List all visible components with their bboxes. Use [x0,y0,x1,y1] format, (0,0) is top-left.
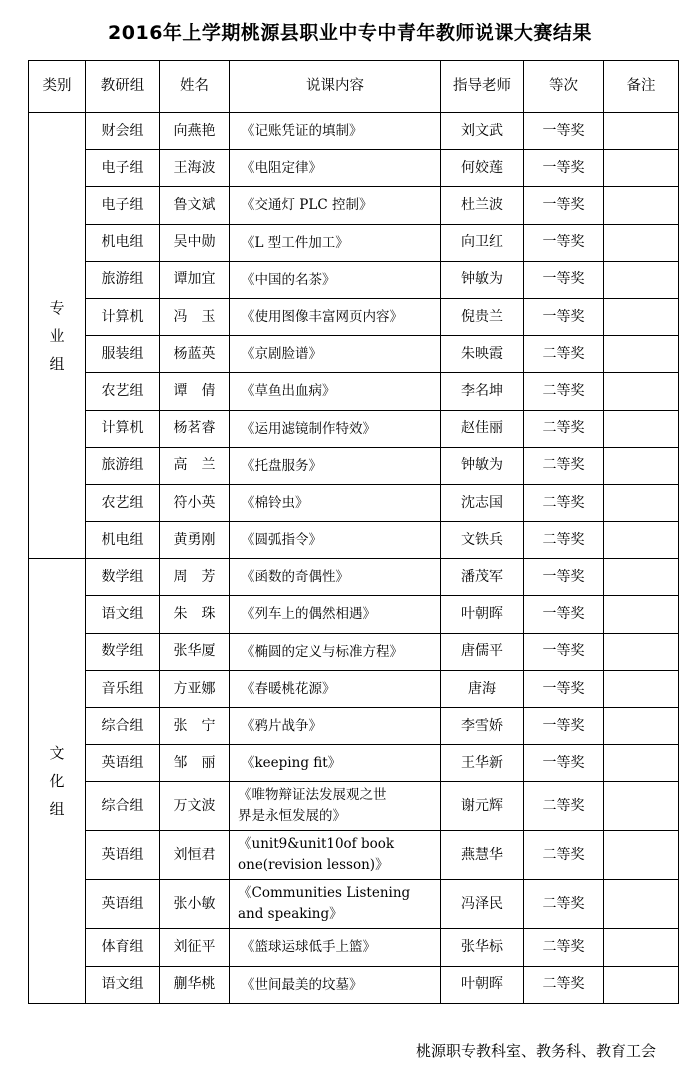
cell-note [604,559,679,596]
content-line: 《unit9&unit10of book [238,836,395,853]
cell-name: 鲁文斌 [160,187,230,224]
category-char: 专 [49,298,65,317]
content-line: 《Communities Listening [238,885,411,902]
cell-name: 张华厦 [160,633,230,670]
content-line: 《唯物辩证法发展观之世 [238,787,387,804]
cell-note [604,880,679,929]
cell-content [230,831,441,880]
table-row [29,224,679,261]
cell-name: 方亚娜 [160,670,230,707]
cell-name: 张 宁 [160,708,230,745]
cell-rank: 二等奖 [524,831,604,880]
cell-name: 刘征平 [160,929,230,966]
cell-group: 综合组 [86,782,160,831]
cell-group: 服装组 [86,336,160,373]
header-row [29,61,679,113]
cell-advisor: 李名坤 [441,373,524,410]
cell-name: 向燕艳 [160,113,230,150]
cell-name: 谭加宜 [160,261,230,298]
cell-advisor: 向卫红 [441,224,524,261]
table-row [29,782,679,831]
cell-note [604,447,679,484]
content-line: one(revision lesson)》 [238,857,389,874]
footer-signature: 桃源职专教科室、教务科、教育工会 [415,1042,656,1060]
cell-rank: 一等奖 [524,187,604,224]
cell-advisor: 朱映霞 [441,336,524,373]
table-row [29,522,679,559]
cell-advisor: 唐儒平 [441,633,524,670]
cell-name: 王海波 [160,150,230,187]
cell-rank: 二等奖 [524,966,604,1003]
cell-rank: 一等奖 [524,596,604,633]
cell-name: 高 兰 [160,447,230,484]
cell-advisor: 张华标 [441,929,524,966]
cell-content: 《春暖桃花源》 [230,670,441,707]
cell-name: 冯 玉 [160,298,230,335]
cell-group: 机电组 [86,224,160,261]
cell-note [604,831,679,880]
header-name: 姓名 [160,61,230,113]
table-row [29,559,679,596]
table-row [29,410,679,447]
content-line: 界是永恒发展的》 [238,808,346,825]
cell-content: 《列车上的偶然相遇》 [230,596,441,633]
cell-rank: 一等奖 [524,113,604,150]
cell-content: 《篮球运球低手上篮》 [230,929,441,966]
cell-note [604,929,679,966]
cell-rank: 一等奖 [524,559,604,596]
category-char: 文 [49,744,65,762]
cell-name: 张小敏 [160,880,230,929]
cell-rank: 一等奖 [524,298,604,335]
cell-content: 《使用图像丰富网页内容》 [230,298,441,335]
cell-rank: 一等奖 [524,633,604,670]
cell-group: 财会组 [86,113,160,150]
cell-group: 计算机 [86,410,160,447]
table-row [29,113,679,150]
category-char: 组 [49,800,65,818]
header-note: 备注 [604,61,679,113]
cell-name: 吴中勋 [160,224,230,261]
cell-note [604,670,679,707]
cell-content: 《函数的奇偶性》 [230,559,441,596]
category-char: 业 [49,326,65,345]
cell-note [604,224,679,261]
results-table [28,60,679,1004]
cell-note [604,336,679,373]
cell-group: 音乐组 [86,670,160,707]
cell-advisor: 谢元辉 [441,782,524,831]
cell-name: 杨茗睿 [160,410,230,447]
cell-group: 电子组 [86,187,160,224]
cell-name: 蒯华桃 [160,966,230,1003]
table-row [29,484,679,521]
cell-advisor: 钟敏为 [441,447,524,484]
cell-group: 英语组 [86,880,160,929]
cell-advisor: 刘文武 [441,113,524,150]
cell-content: 《keeping fit》 [230,745,441,782]
cell-group: 体育组 [86,929,160,966]
cell-rank: 一等奖 [524,745,604,782]
table-row [29,298,679,335]
cell-note [604,373,679,410]
cell-note [604,522,679,559]
cell-rank: 一等奖 [524,261,604,298]
cell-content: 《圆弧指令》 [230,522,441,559]
cell-note [604,596,679,633]
cell-rank: 二等奖 [524,929,604,966]
cell-advisor: 叶朝晖 [441,596,524,633]
cell-group: 英语组 [86,745,160,782]
table-row [29,447,679,484]
header-group: 教研组 [86,61,160,113]
table-row [29,880,679,929]
cell-group: 综合组 [86,708,160,745]
cell-note [604,113,679,150]
cell-content: 《L 型工件加工》 [230,224,441,261]
table-row [29,187,679,224]
cell-advisor: 燕慧华 [441,831,524,880]
table-row [29,831,679,880]
cell-content [230,880,441,929]
cell-group: 旅游组 [86,261,160,298]
cell-advisor: 文铁兵 [441,522,524,559]
cell-rank: 二等奖 [524,782,604,831]
table-row [29,373,679,410]
cell-advisor: 何姣莲 [441,150,524,187]
category-cultural [29,559,86,1004]
cell-advisor: 叶朝晖 [441,966,524,1003]
cell-name: 万文波 [160,782,230,831]
table-row [29,633,679,670]
cell-content: 《运用滤镜制作特效》 [230,410,441,447]
cell-content: 《电阻定律》 [230,150,441,187]
table-row [29,261,679,298]
cell-group: 旅游组 [86,447,160,484]
table-row [29,708,679,745]
cell-note [604,633,679,670]
table-row [29,966,679,1003]
cell-name: 黄勇刚 [160,522,230,559]
cell-note [604,410,679,447]
cell-note [604,484,679,521]
table-row [29,336,679,373]
cell-note [604,187,679,224]
cell-rank: 二等奖 [524,336,604,373]
cell-group: 语文组 [86,966,160,1003]
cell-advisor: 王华新 [441,745,524,782]
cell-advisor: 钟敏为 [441,261,524,298]
cell-name: 周 芳 [160,559,230,596]
cell-rank: 二等奖 [524,410,604,447]
cell-note [604,966,679,1003]
cell-group: 农艺组 [86,484,160,521]
cell-advisor: 冯泽民 [441,880,524,929]
cell-advisor: 倪贵兰 [441,298,524,335]
header-advisor: 指导老师 [441,61,524,113]
header-content: 说课内容 [230,61,441,113]
cell-group: 英语组 [86,831,160,880]
cell-group: 机电组 [86,522,160,559]
category-professional [29,113,86,559]
cell-group: 语文组 [86,596,160,633]
header-category: 类别 [29,61,86,113]
cell-rank: 二等奖 [524,880,604,929]
cell-content: 《京剧脸谱》 [230,336,441,373]
cell-group: 数学组 [86,633,160,670]
cell-rank: 一等奖 [524,150,604,187]
cell-rank: 二等奖 [524,373,604,410]
cell-content: 《记账凭证的填制》 [230,113,441,150]
cell-name: 朱 珠 [160,596,230,633]
table-row [29,596,679,633]
cell-name: 杨蓝英 [160,336,230,373]
cell-rank: 二等奖 [524,447,604,484]
category-char: 组 [49,354,65,373]
table-row [29,670,679,707]
cell-content: 《棉铃虫》 [230,484,441,521]
cell-rank: 一等奖 [524,224,604,261]
table-row [29,745,679,782]
cell-name: 刘恒君 [160,831,230,880]
cell-advisor: 唐海 [441,670,524,707]
cell-group: 电子组 [86,150,160,187]
cell-advisor: 李雪娇 [441,708,524,745]
cell-rank: 二等奖 [524,522,604,559]
cell-name: 邹 丽 [160,745,230,782]
cell-rank: 一等奖 [524,670,604,707]
header-rank: 等次 [524,61,604,113]
cell-content: 《中国的名茶》 [230,261,441,298]
cell-note [604,298,679,335]
cell-group: 计算机 [86,298,160,335]
cell-content: 《鸦片战争》 [230,708,441,745]
cell-rank: 一等奖 [524,708,604,745]
cell-group: 数学组 [86,559,160,596]
cell-note [604,708,679,745]
cell-note [604,150,679,187]
cell-content: 《托盘服务》 [230,447,441,484]
cell-content: 《交通灯 PLC 控制》 [230,187,441,224]
cell-rank: 二等奖 [524,484,604,521]
cell-content [230,782,441,831]
table-row [29,929,679,966]
content-line: and speaking》 [238,906,343,923]
cell-group: 农艺组 [86,373,160,410]
table-row [29,150,679,187]
cell-advisor: 沈志国 [441,484,524,521]
page-title: 2016年上学期桃源县职业中专中青年教师说课大赛结果 [108,22,592,44]
cell-advisor: 杜兰波 [441,187,524,224]
cell-content: 《草鱼出血病》 [230,373,441,410]
category-char: 化 [49,772,65,790]
cell-note [604,782,679,831]
cell-note [604,261,679,298]
cell-note [604,745,679,782]
cell-content: 《椭圆的定义与标准方程》 [230,633,441,670]
cell-advisor: 赵佳丽 [441,410,524,447]
cell-name: 符小英 [160,484,230,521]
cell-advisor: 潘茂军 [441,559,524,596]
cell-name: 谭 倩 [160,373,230,410]
cell-content: 《世间最美的坟墓》 [230,966,441,1003]
